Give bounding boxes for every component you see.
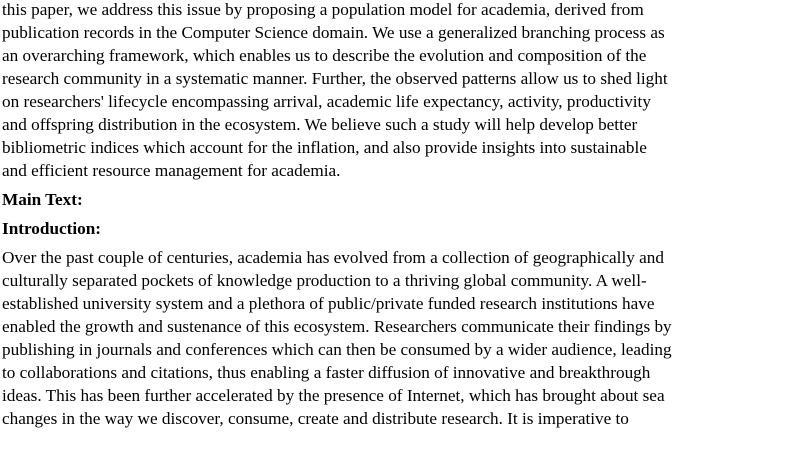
abstract-line: research community in a systematic manner. Further, the observed patterns allow us to shed light [2,69,668,88]
introduction-line: Over the past couple of centuries, academia has evolved from a collection of geographically and [2,248,664,267]
introduction-line: enabled the growth and sustenance of this ecosystem. Researchers communicate their findings by [2,317,672,336]
introduction-line: publishing in journals and conferences which can then be consumed by a wider audience, leading [2,340,672,359]
abstract-line: on researchers' lifecycle encompassing arrival, academic life expectancy, activity, productivity [2,92,651,111]
introduction-line: changes in the way we discover, consume, create and distribute research. It is imperative to [2,409,629,428]
introduction-line: to collaborations and citations, thus enabling a faster diffusion of innovative and breakthrough [2,363,651,382]
introduction-paragraph [0,246,800,430]
abstract-line: bibliometric indices which account for the inflation, and also provide insights into sustainable [2,138,647,157]
abstract-paragraph [0,0,800,182]
introduction-heading: Introduction: [2,219,102,238]
abstract-line: publication records in the Computer Science domain. We use a generalized branching process as [2,23,665,42]
introduction-line: culturally separated pockets of knowledge production to a thriving global community. A well- [2,271,647,290]
abstract-line: and efficient resource management for academia. [2,161,341,180]
abstract-line: an overarching framework, which enables us to describe the evolution and composition of the [2,46,647,65]
abstract-line: and offspring distribution in the ecosystem. We believe such a study will help develop better [2,115,638,134]
introduction-line: established university system and a plethora of public/private funded research institutions have [2,294,655,313]
abstract-line: this paper, we address this issue by proposing a population model for academia, derived from [2,0,644,19]
introduction-line: ideas. This has been further accelerated by the presence of Internet, which has brought about sea [2,386,665,405]
main-text-heading: Main Text: [2,190,83,209]
